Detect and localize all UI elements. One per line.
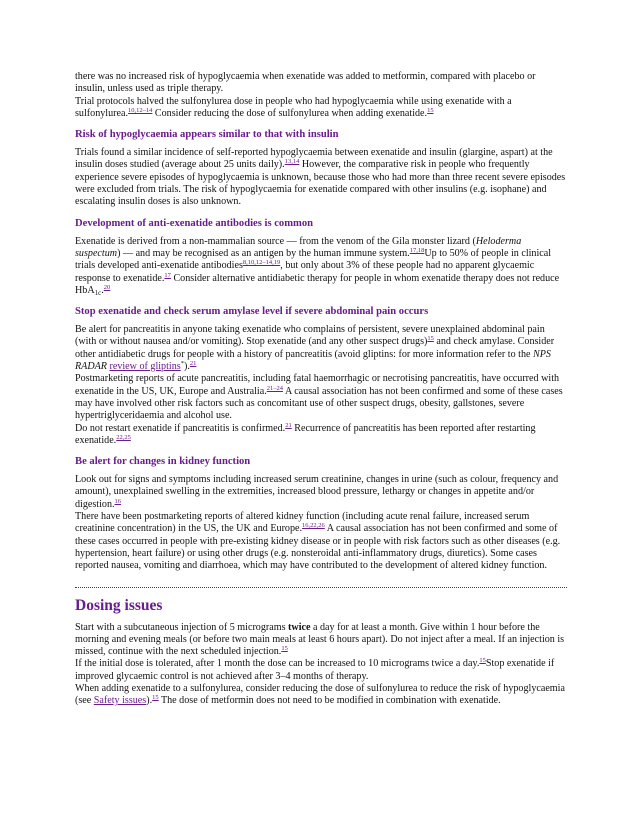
section-divider [75,587,567,588]
reference-link[interactable]: 17,18 [409,246,425,254]
reference-link[interactable]: 21 [189,360,197,368]
dosing-issues-heading: Dosing issues [75,596,163,614]
reference-link[interactable]: 22,25 [116,433,131,441]
reference-link[interactable]: 8,10,12–14,19 [242,259,281,267]
section-paragraph: There have been postmarketing reports of altered kidney function (including acute renal failure, increased serum creatinine concentration) in the US, the UK and Europe.$^{16,22,26}$ A causal association has not been confirmed and some of these cases occurred in people with pre-existing kidney disease or in people with risk factors such as other diseases (e.g. hypertension, heart failure) or using other drugs (e.g. nonsteroidal anti-inflammatory drugs, diuretics). Some cases reported nausea, vomiting and diarrhoea, which may have contributed to the development of altered kidney function. [75,511,561,572]
intro-paragraph-2: Trial protocols halved the sulfonylurea dose in people who had hypoglycaemia while using exenatide with a sulfonylurea.$^{10,12-14}$ Consider reducing the dose of sulfonylurea when adding exenatide.$^{15}$ [75,95,512,119]
safety-issues-link[interactable]: Safety issues [93,695,147,707]
section-paragraph: Look out for signs and symptoms including increased serum creatinine, changes in urine (such as colour, frequency and amount), unexplained swelling in the extremities, increased blood pressure, lethargy or changes in appetite and/or digestion.$^{16}$ [75,474,559,510]
section-heading-antibodies: Development of anti-exenatide antibodies is common [75,217,314,229]
section-paragraph: Do not restart exenatide if pancreatitis is confirmed.$^{21}$ Recurrence of pancreatitis has been reported after restarting exenatide.$^{22,25}$ [75,421,536,446]
intro-paragraph: there was no increased risk of hypoglycaemia when exenatide was added to metformin, compared with placebo or insulin, unless used as triple therapy. [75,71,536,95]
subscript: 1c [94,288,102,297]
reference-link[interactable]: 15 [281,645,288,653]
section-heading-pancreatitis: Stop exenatide and check serum amylase level if severe abdominal pain occurs [75,306,429,318]
section-paragraph: Exenatide is derived from a non-mammalian source — from the venom of the Gila monster lizard (Heloderma suspectum) — and may be recognised as an antigen by the human immune system.$^{17,18}$Up to 50% of people in clinical trials developed anti-exenatide antibodies$^{8,10,12-14,19}$, but only about 3% of these people had no apparent glycaemic response to exenatide.$^{17}$ Consider alternative antidiabetic therapy for people in whom exenatide therapy does not reduce HbA$_{1c}$.$^{20}$ [75,235,560,297]
reference-link[interactable]: 20 [103,283,111,291]
section-paragraph: Be alert for pancreatitis in anyone taking exenatide who complains of persistent, severe unexplained abdominal pain (with or without nausea and/or vomiting). Stop exenatide (and any other suspect drugs)$^{15}$ and check amylase. Consider other antidiabetic drugs for people with a history of pancreatitis (avoid gliptins: for more information refer to the NPS RADAR review of gliptins*).$^{21}$ [75,324,555,373]
publication-name: NPS RADAR [75,348,551,373]
dosing-paragraph: Start with a subcutaneous injection of 5 micrograms twice a day for at least a month. Give within 1 hour before the morning and evening meals (or before two main meals at least 6 hours apart). Do not inject after a meal. If an injection is missed, continue with the next scheduled injection.$^{15}$ [75,621,565,658]
reference-link[interactable]: 10,12–14 [127,106,153,114]
document-body [75,71,567,708]
reference-link[interactable]: 21–24 [266,384,283,392]
asterisk: * [180,360,184,368]
reference-link[interactable]: 16 [114,497,122,505]
reference-link[interactable]: 16,22,26 [302,522,325,530]
dosing-paragraph: If the initial dose is tolerated, after 1 month the dose can be increased to 10 micrograms twice a day.$^{15}$Stop exenatide if improved glycaemic control is not achieved after 3–4 months of therapy. [75,657,555,682]
section-paragraph: Postmarketing reports of acute pancreatitis, including fatal haemorrhagic or necrotising pancreatitis, have occurred with exenatide in the US, UK, Europe and Australia.$^{21-24}$ A causal association has not been confirmed and some of these cases may have involved other risk factors such as concomitant use of other suspect drugs, obesity, gallstones, severe hypertriglyceridaemia and alcohol use. [75,373,563,422]
section-heading-kidney: Be alert for changes in kidney function [75,456,251,468]
review-of-gliptins-link[interactable]: review of gliptins [109,361,181,373]
section-paragraph: Trials found a similar incidence of self-reported hypoglycaemia between exenatide and insulin (glargine, aspart) at the insulin doses studied (average about 25 units daily).$^{13,14}$ However, the comparative risk in people who frequently experience severe episodes of hypoglycaemia is unknown, because those who had more than three recent severe episodes were excluded from trials. The risk of hypoglycaemia for exenatide compared with other insulins (e.g. isophane) and escalating insulin doses is also unknown. [75,147,566,208]
reference-link[interactable]: 15 [427,106,434,114]
reference-link[interactable]: 17 [164,271,171,279]
reference-link[interactable]: 15 [152,694,159,702]
reference-link[interactable]: 15 [427,335,434,343]
species-name: Heloderma suspectum [75,235,522,259]
reference-link[interactable]: 15 [479,657,486,665]
emphasis: twice [288,621,311,633]
reference-link[interactable]: 21 [285,421,292,429]
dosing-paragraph: When adding exenatide to a sulfonylurea, consider reducing the dose of sulfonylurea to reduce the risk of hypoglycaemia (see Safety issues).$^{15}$ The dose of metformin does not need to be modified in combination with exenatide. [75,682,565,707]
section-heading-hypoglycaemia: Risk of hypoglycaemia appears similar to that with insulin [75,129,339,141]
reference-link[interactable]: 13,14 [284,158,300,166]
